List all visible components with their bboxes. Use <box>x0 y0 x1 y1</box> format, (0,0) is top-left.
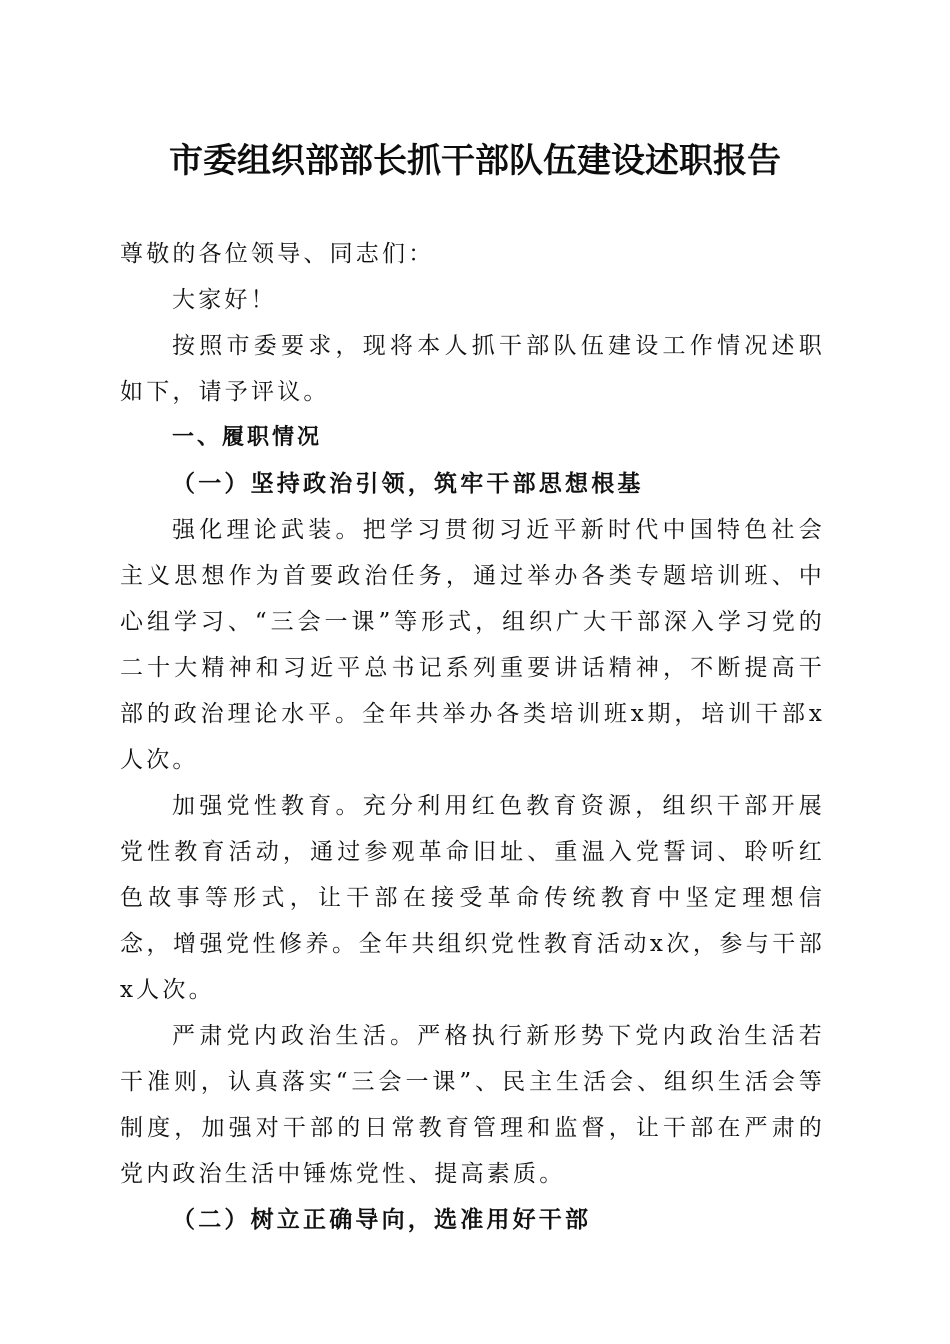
paragraph-political-life: 严肃党内政治生活。严格执行新形势下党内政治生活若干准则，认真落实“三会一课”、民主生活会、组织生活会等制度，加强对干部的日常教育管理和监督，让干部在严肃的党内政治生活中锤炼党性、提高素质。 <box>120 1023 825 1187</box>
salutation: 尊敬的各位领导、同志们： <box>120 241 435 267</box>
section-heading-1: 一、履职情况 <box>172 425 323 450</box>
subsection-heading-1: （一）坚持政治引领，筑牢干部思想根基 <box>172 470 644 497</box>
subsection-heading-2: （二）树立正确导向，选准用好干部 <box>172 1206 592 1233</box>
document-title: 市委组织部部长抓干部队伍建设述职报告 <box>169 141 781 181</box>
paragraph-theory: 强化理论武装。把学习贯彻习近平新时代中国特色社会主义思想作为首要政治任务，通过举办各类专题培训班、中心组学习、“三会一课”等形式，组织广大干部深入学习党的二十大精神和习近平总书记系列重要讲话精神，不断提高干部的政治理论水平。全年共举办各类培训班x期，培训干部x人次。 <box>120 517 825 773</box>
document-body <box>120 231 825 1243</box>
intro-paragraph: 按照市委要求，现将本人抓干部队伍建设工作情况述职如下，请予评议。 <box>120 333 825 405</box>
greeting: 大家好！ <box>172 287 277 313</box>
paragraph-party-education: 加强党性教育。充分利用红色教育资源，组织干部开展党性教育活动，通过参观革命旧址、重温入党誓词、聆听红色故事等形式，让干部在接受革命传统教育中坚定理想信念，增强党性修养。全年共组织党性教育活动x次，参与干部x人次。 <box>120 793 825 1003</box>
